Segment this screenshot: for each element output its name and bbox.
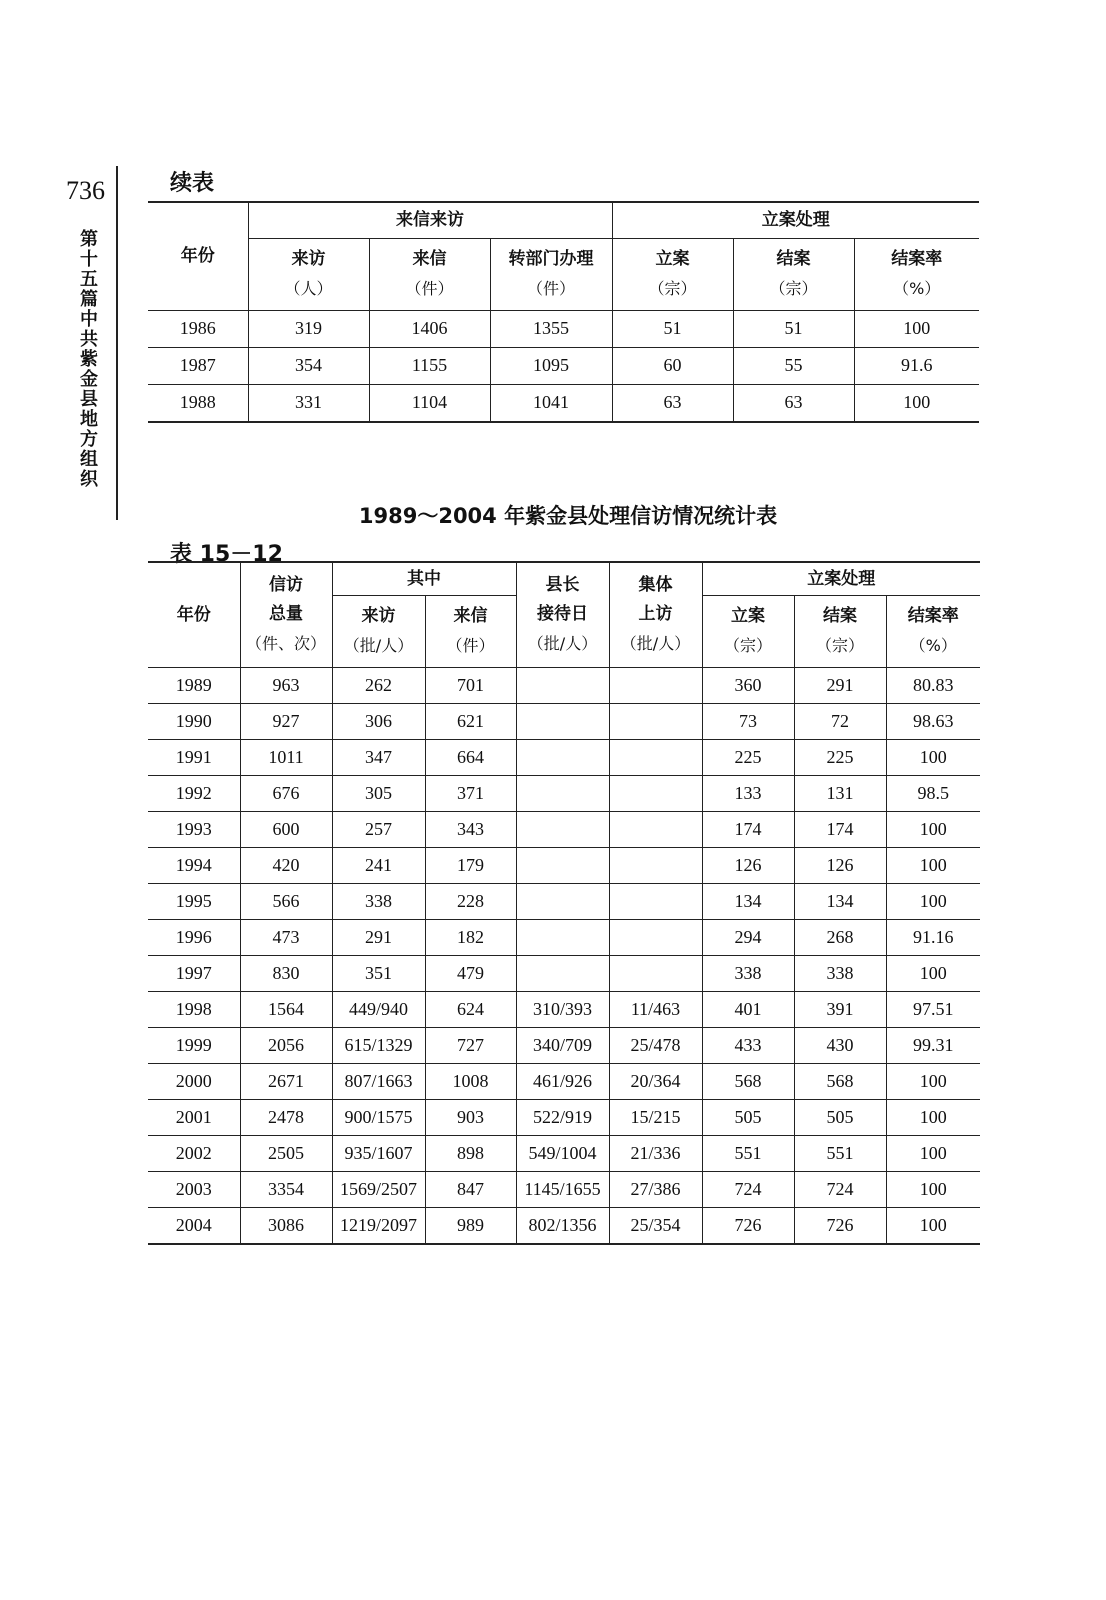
table-cell: 900/1575 (332, 1099, 425, 1135)
table-cell: 2003 (148, 1171, 240, 1207)
table-cell: 225 (702, 739, 794, 775)
table-row (148, 739, 980, 775)
table-cell: 1104 (369, 384, 490, 422)
table2-title: 1989～2004 年紫金县处理信访情况统计表 (358, 504, 778, 528)
table-row (148, 667, 980, 703)
table-cell: 1987 (148, 347, 248, 384)
col-header-visits: 来访 （批/人） (332, 595, 425, 667)
table-cell: 1986 (148, 310, 248, 347)
table-cell (609, 775, 702, 811)
table-row (148, 347, 979, 384)
table-cell: 360 (702, 667, 794, 703)
col-header-year: 年份 (148, 562, 240, 667)
table-cell: 1041 (490, 384, 612, 422)
table-row (148, 991, 980, 1027)
table-cell: 21/336 (609, 1135, 702, 1171)
table-cell: 830 (240, 955, 332, 991)
table-cell (609, 955, 702, 991)
table-cell (516, 667, 609, 703)
side-divider (116, 166, 118, 520)
table-cell: 225 (794, 739, 886, 775)
table-cell: 100 (886, 1099, 980, 1135)
table-cell: 935/1607 (332, 1135, 425, 1171)
table-cell: 724 (794, 1171, 886, 1207)
table-cell: 27/386 (609, 1171, 702, 1207)
table-cell: 505 (702, 1099, 794, 1135)
table-cell: 55 (733, 347, 854, 384)
table-cell: 174 (702, 811, 794, 847)
table-row (148, 1171, 980, 1207)
table-cell: 134 (794, 883, 886, 919)
table-cell: 420 (240, 847, 332, 883)
col-header-closed: 结案 （宗） (794, 595, 886, 667)
table-cell: 351 (332, 955, 425, 991)
table-cell (609, 919, 702, 955)
col-header-close-rate: 结案率 （%） (854, 238, 979, 310)
col-header-filed: 立案 （宗） (612, 238, 733, 310)
table-cell: 340/709 (516, 1027, 609, 1063)
col-header-close-rate: 结案率 （%） (886, 595, 980, 667)
table-cell: 479 (425, 955, 516, 991)
table-cell: 80.83 (886, 667, 980, 703)
table-cell (609, 703, 702, 739)
table-cell: 100 (886, 1207, 980, 1244)
table-row (148, 703, 980, 739)
table-cell: 615/1329 (332, 1027, 425, 1063)
table-cell: 73 (702, 703, 794, 739)
table-cell: 1992 (148, 775, 240, 811)
table-cell: 566 (240, 883, 332, 919)
table-cell: 1991 (148, 739, 240, 775)
table-cell: 100 (886, 883, 980, 919)
table-row (148, 1027, 980, 1063)
table-cell: 51 (612, 310, 733, 347)
table-cell: 338 (702, 955, 794, 991)
table-cell: 241 (332, 847, 425, 883)
table-cell: 1011 (240, 739, 332, 775)
table-cell (516, 775, 609, 811)
table-cell (516, 883, 609, 919)
table-cell: 134 (702, 883, 794, 919)
table-cell: 268 (794, 919, 886, 955)
table-cell: 310/393 (516, 991, 609, 1027)
table-cell: 11/463 (609, 991, 702, 1027)
table-cell: 60 (612, 347, 733, 384)
table-cell: 551 (702, 1135, 794, 1171)
table-cell: 2671 (240, 1063, 332, 1099)
table-row (148, 1207, 980, 1244)
table-cell: 391 (794, 991, 886, 1027)
table-cell: 1989 (148, 667, 240, 703)
table-cell: 505 (794, 1099, 886, 1135)
table-cell: 371 (425, 775, 516, 811)
table-cell: 473 (240, 919, 332, 955)
table-cell: 63 (612, 384, 733, 422)
table-row (148, 384, 979, 422)
table-row (148, 775, 980, 811)
table-cell (609, 847, 702, 883)
group-header-case-handling: 立案处理 (612, 202, 979, 238)
table-cell: 98.5 (886, 775, 980, 811)
table-cell: 63 (733, 384, 854, 422)
table-cell: 430 (794, 1027, 886, 1063)
table-cell: 433 (702, 1027, 794, 1063)
side-chapter-title: 第十五篇 中共紫金县地方组织 (80, 229, 98, 490)
table-cell: 1999 (148, 1027, 240, 1063)
table-cell: 2002 (148, 1135, 240, 1171)
table-cell: 727 (425, 1027, 516, 1063)
table-cell: 305 (332, 775, 425, 811)
table-cell: 724 (702, 1171, 794, 1207)
table-cell: 257 (332, 811, 425, 847)
table-cell: 98.63 (886, 703, 980, 739)
table-cell: 331 (248, 384, 369, 422)
table-cell: 1145/1655 (516, 1171, 609, 1207)
table-cell: 354 (248, 347, 369, 384)
table-row (148, 1099, 980, 1135)
table-cell: 522/919 (516, 1099, 609, 1135)
table-cell: 2001 (148, 1099, 240, 1135)
table-cell: 461/926 (516, 1063, 609, 1099)
table-cell: 701 (425, 667, 516, 703)
table-row (148, 1063, 980, 1099)
table-cell (516, 811, 609, 847)
table-row (148, 847, 980, 883)
table-cell: 1095 (490, 347, 612, 384)
table-cell: 3086 (240, 1207, 332, 1244)
table-cell: 726 (702, 1207, 794, 1244)
table-cell (609, 883, 702, 919)
col-header-collective-petition: 集体 上访 （批/人） (609, 562, 702, 667)
table-row (148, 955, 980, 991)
table-cell: 664 (425, 739, 516, 775)
table-cell: 898 (425, 1135, 516, 1171)
table-row (148, 919, 980, 955)
table-cell: 1219/2097 (332, 1207, 425, 1244)
table-cell: 262 (332, 667, 425, 703)
table-cell: 51 (733, 310, 854, 347)
table-cell: 963 (240, 667, 332, 703)
table-cell: 903 (425, 1099, 516, 1135)
table-cell: 2505 (240, 1135, 332, 1171)
table-cell: 100 (886, 955, 980, 991)
table-cell: 1406 (369, 310, 490, 347)
table-cell (609, 739, 702, 775)
col-header-magistrate-day: 县长 接待日 （批/人） (516, 562, 609, 667)
table-cell: 100 (886, 847, 980, 883)
col-header-year: 年份 (148, 202, 248, 310)
page-number: 736 (66, 176, 105, 205)
table-cell: 291 (794, 667, 886, 703)
table-cell: 319 (248, 310, 369, 347)
col-header-total: 信访 总量 （件、次） (240, 562, 332, 667)
group-header-letters-visits: 来信来访 (248, 202, 612, 238)
col-header-letters: 来信 （件） (369, 238, 490, 310)
table-cell: 343 (425, 811, 516, 847)
group-header-among: 其中 (332, 562, 516, 595)
table-cell: 1008 (425, 1063, 516, 1099)
table-1989-2004 (148, 561, 980, 1245)
table-cell: 100 (886, 811, 980, 847)
table-cell: 182 (425, 919, 516, 955)
table-cell: 1996 (148, 919, 240, 955)
table-cell: 551 (794, 1135, 886, 1171)
table-cell (516, 739, 609, 775)
table-cell: 100 (886, 1135, 980, 1171)
table-cell: 99.31 (886, 1027, 980, 1063)
table-cell: 25/354 (609, 1207, 702, 1244)
table-cell (516, 703, 609, 739)
table-cell: 126 (794, 847, 886, 883)
table-cell: 91.6 (854, 347, 979, 384)
table-cell: 179 (425, 847, 516, 883)
table-cell: 228 (425, 883, 516, 919)
table-cell: 306 (332, 703, 425, 739)
table-cell: 600 (240, 811, 332, 847)
table-cell: 847 (425, 1171, 516, 1207)
table-cell: 802/1356 (516, 1207, 609, 1244)
table-cell: 1988 (148, 384, 248, 422)
table-row (148, 310, 979, 347)
table-cell (516, 847, 609, 883)
table-cell: 624 (425, 991, 516, 1027)
table-cell: 676 (240, 775, 332, 811)
table2-label: 表 15－12 (170, 542, 283, 567)
col-header-transfer: 转部门办理 （件） (490, 238, 612, 310)
table-cell: 2056 (240, 1027, 332, 1063)
table-cell: 294 (702, 919, 794, 955)
col-header-letters: 来信 （件） (425, 595, 516, 667)
table-cell: 2004 (148, 1207, 240, 1244)
table-row (148, 811, 980, 847)
table-cell: 807/1663 (332, 1063, 425, 1099)
table-cell: 1993 (148, 811, 240, 847)
table-cell (609, 811, 702, 847)
table-cell: 2478 (240, 1099, 332, 1135)
table-cell: 126 (702, 847, 794, 883)
table-cell: 338 (332, 883, 425, 919)
table-cell: 549/1004 (516, 1135, 609, 1171)
table-cell (516, 919, 609, 955)
table-continued-1986-1988 (148, 201, 979, 423)
table-cell: 100 (854, 310, 979, 347)
table-cell: 1355 (490, 310, 612, 347)
table-cell: 401 (702, 991, 794, 1027)
table-cell: 568 (794, 1063, 886, 1099)
table-cell: 449/940 (332, 991, 425, 1027)
table-cell: 131 (794, 775, 886, 811)
table-cell: 100 (886, 1063, 980, 1099)
table-cell (516, 955, 609, 991)
table-cell: 20/364 (609, 1063, 702, 1099)
table-row (148, 1135, 980, 1171)
table-cell: 1990 (148, 703, 240, 739)
table-cell: 1155 (369, 347, 490, 384)
table-cell: 91.16 (886, 919, 980, 955)
table-cell: 2000 (148, 1063, 240, 1099)
table-cell: 1564 (240, 991, 332, 1027)
table-cell: 1997 (148, 955, 240, 991)
table-cell: 100 (886, 1171, 980, 1207)
table-cell: 100 (854, 384, 979, 422)
table-cell: 3354 (240, 1171, 332, 1207)
table-cell: 621 (425, 703, 516, 739)
table-cell: 568 (702, 1063, 794, 1099)
table-cell: 25/478 (609, 1027, 702, 1063)
table-cell: 72 (794, 703, 886, 739)
table-cell: 291 (332, 919, 425, 955)
table-cell: 726 (794, 1207, 886, 1244)
group-header-case-handling: 立案处理 (702, 562, 980, 595)
table-cell: 133 (702, 775, 794, 811)
table-cell: 15/215 (609, 1099, 702, 1135)
col-header-filed: 立案 （宗） (702, 595, 794, 667)
table-cell: 338 (794, 955, 886, 991)
table-cell: 989 (425, 1207, 516, 1244)
table-row (148, 883, 980, 919)
table-cell: 927 (240, 703, 332, 739)
table-cell (609, 667, 702, 703)
table1-caption: 续表 (170, 171, 215, 196)
table-cell: 174 (794, 811, 886, 847)
table-cell: 1998 (148, 991, 240, 1027)
table-cell: 1569/2507 (332, 1171, 425, 1207)
table-cell: 1994 (148, 847, 240, 883)
table-cell: 97.51 (886, 991, 980, 1027)
col-header-closed: 结案 （宗） (733, 238, 854, 310)
table-cell: 1995 (148, 883, 240, 919)
table-cell: 347 (332, 739, 425, 775)
col-header-visits: 来访 （人） (248, 238, 369, 310)
table-cell: 100 (886, 739, 980, 775)
